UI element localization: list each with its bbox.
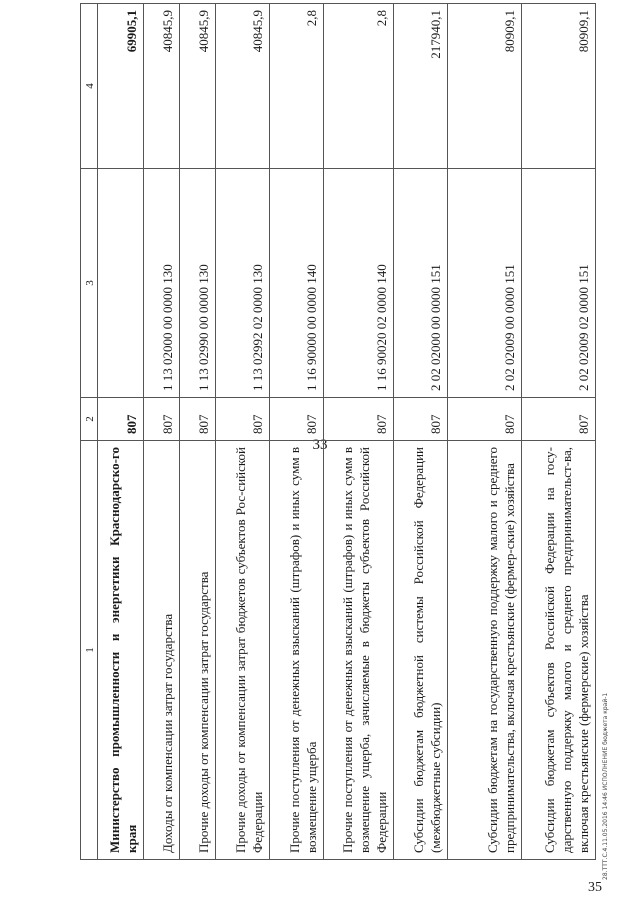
row-code-cell: 807 [180, 398, 216, 441]
row-code-cell: 807 [394, 398, 448, 441]
row-name-cell: Субсидии бюджетам бюджетной системы Российской Федерации (межбюджетные субсидии) [394, 441, 448, 860]
row-code-cell: 807 [98, 398, 144, 441]
footer-page-number: 35 [588, 880, 602, 895]
row-kbk-cell [98, 169, 144, 398]
table-row [216, 4, 270, 860]
table-row [270, 4, 324, 860]
row-name-cell: Прочие доходы от компенсации затрат бюджетов субъектов Рос-сийской Федерации [216, 441, 270, 860]
row-code-cell: 807 [448, 398, 522, 441]
row-sum-cell: 40845,9 [144, 4, 180, 169]
row-name-cell: Прочие доходы от компенсации затрат государства [180, 441, 216, 860]
row-code-cell: 807 [144, 398, 180, 441]
budget-table [80, 3, 596, 860]
row-sum-cell: 40845,9 [180, 4, 216, 169]
table-row [522, 4, 596, 860]
table-body [98, 4, 596, 860]
row-code-cell: 807 [522, 398, 596, 441]
row-kbk-cell: 1 13 02000 00 0000 130 [144, 169, 180, 398]
row-kbk-cell: 1 13 02992 02 0000 130 [216, 169, 270, 398]
row-kbk-cell: 2 02 02009 00 0000 151 [448, 169, 522, 398]
table-row [144, 4, 180, 860]
table-row [180, 4, 216, 860]
row-code-cell: 807 [324, 398, 394, 441]
row-name-cell: Прочие поступления от денежных взысканий (штрафов) и иных сумм в возмещение ущерба [270, 441, 324, 860]
table-header-row [81, 4, 98, 860]
row-code-cell: 807 [216, 398, 270, 441]
row-sum-cell: 2,8 [270, 4, 324, 169]
rotated-table-container [80, 10, 600, 860]
row-kbk-cell: 1 16 90000 00 0000 140 [270, 169, 324, 398]
row-name-cell: Доходы от компенсации затрат государства [144, 441, 180, 860]
table-row [448, 4, 522, 860]
row-sum-cell: 2,8 [324, 4, 394, 169]
row-sum-cell: 217940,1 [394, 4, 448, 169]
row-kbk-cell: 2 02 02009 02 0000 151 [522, 169, 596, 398]
header-cell: 1 [81, 441, 98, 860]
row-sum-cell: 40845,9 [216, 4, 270, 169]
row-name-cell: Субсидии бюджетам субъектов Российской Федерации на госу-дарственную поддержку малого и среднего предпринимательст-ва, включая крестьянские (фермерские) хозяйства [522, 441, 596, 860]
header-cell: 2 [81, 398, 98, 441]
row-name-cell: Субсидии бюджетам на государственную поддержку малого и среднего предпринимательства, включая крестьянские (фермер-ские) хозяйства [448, 441, 522, 860]
table-row [324, 4, 394, 860]
row-sum-cell: 80909,1 [448, 4, 522, 169]
page-number: 33 [312, 437, 328, 453]
row-sum-cell: 69905,1 [98, 4, 144, 169]
row-name-cell: Прочие поступления от денежных взысканий (штрафов) и иных сумм в возмещение ущерба, зачисляемые в бюджеты субъектов Российской Федерации [324, 441, 394, 860]
row-kbk-cell: 1 16 90020 02 0000 140 [324, 169, 394, 398]
footer-file-path [602, 692, 612, 890]
table-row [394, 4, 448, 860]
footer-file-path-text: 28.ТТТ.С.4.11.05.2016 14:46 ИСПОЛНЕНИЕ бюджета край-1 [602, 692, 609, 880]
row-name-cell: Министерство промышленности и энергетики Краснодарско-го края [98, 441, 144, 860]
row-kbk-cell: 2 02 02000 00 0000 151 [394, 169, 448, 398]
row-sum-cell: 80909,1 [522, 4, 596, 169]
header-cell: 4 [81, 4, 98, 169]
table-row [98, 4, 144, 860]
row-code-cell: 807 [270, 398, 324, 441]
header-cell: 3 [81, 169, 98, 398]
row-kbk-cell: 1 13 02990 00 0000 130 [180, 169, 216, 398]
